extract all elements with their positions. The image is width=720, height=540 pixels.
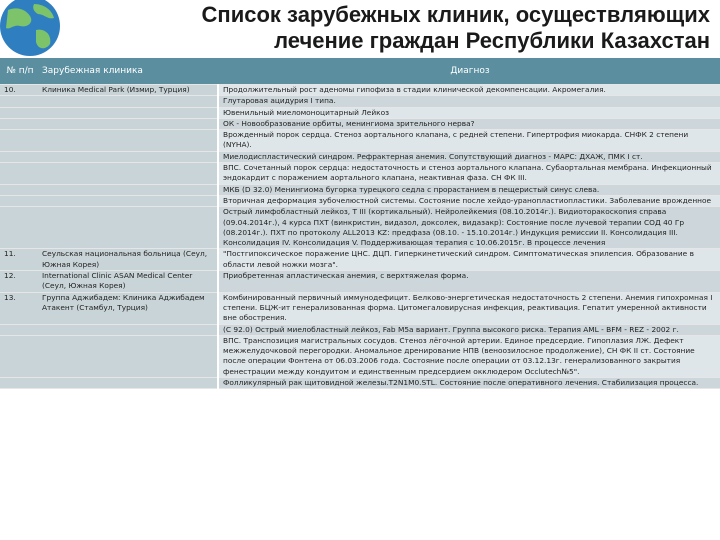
row-number <box>0 118 38 129</box>
diagnosis-text: Приобретенная апластическая анемия, с верхтяжелая форма. <box>218 271 720 293</box>
diagnosis-text: (C 92.0) Острый миелобластный лейкоз, Fab M5a вариант. Группа высокого риска. Терапия AML - BFM - REZ - 2002 г. <box>218 324 720 335</box>
table-row <box>0 163 720 185</box>
diagnosis-text: Миелодиспластический синдром. Рефрактерная анемия. Сопутствующий диагноз - МАРС: ДХАЖ, ПМК I ст. <box>218 151 720 162</box>
clinic-name: Клиника Medical Park (Измир, Турция) <box>38 85 218 96</box>
title-line-1: Список зарубежных клиник, осуществляющих <box>201 2 710 27</box>
globe-icon <box>0 0 66 58</box>
row-number <box>0 151 38 162</box>
row-number <box>0 107 38 118</box>
title-line-2: лечение граждан Республики Казахстан <box>274 28 710 53</box>
table-row <box>0 195 720 206</box>
table-row <box>0 96 720 107</box>
clinic-name <box>38 324 218 335</box>
clinic-name <box>38 195 218 206</box>
diagnosis-text: МКБ (D 32.0) Менингиома бугорка турецкого седла с прорастанием в пещеристый синус слева. <box>218 184 720 195</box>
table-row <box>0 207 720 249</box>
clinic-name <box>38 107 218 118</box>
diagnosis-text: Врожденный порок сердца. Стеноз аортального клапана, с редней степени. Гипертрофия миокарда. СНФК 2 степени (NYHA). <box>218 130 720 152</box>
row-number <box>0 184 38 195</box>
row-number: 13. <box>0 292 38 324</box>
diagnosis-text: Глутаровая ацидурия I типа. <box>218 96 720 107</box>
clinic-name <box>38 130 218 152</box>
row-number <box>0 130 38 152</box>
clinic-name <box>38 378 218 389</box>
diagnosis-text: Продолжительный рост аденомы гипофиза в стадии клинической декомпенсации. Акромегалия. <box>218 85 720 96</box>
table-row <box>0 324 720 335</box>
row-number <box>0 96 38 107</box>
diagnosis-text: ВПС. Транспозиция магистральных сосудов. Стеноз лёгочной артерии. Единое предсердие. Гипоплазия ЛЖ. Дефект межжелудочковой перегородки. Аномальное дренирование НПВ (веноозилосное продолжение), СН ФК II ст. Состояние после операции Фонтена от 06.03.2006 года. Состояние после операции от 03.12.13г. генерализованного закрытия фенестрации между кондуитом и единственным предсердием окклюдером Occlutech№5". <box>218 335 720 377</box>
row-number: 12. <box>0 271 38 293</box>
diagnosis-text: ВПС. Сочетанный порок сердца: недостаточность и стеноз аортального клапана. Субаортальная мембрана. Инфекционный эндокардит с поражением аортального клапана, неактивная фаза. СН ФК III. <box>218 163 720 185</box>
table-row <box>0 151 720 162</box>
col-header-number: № п/п <box>0 58 38 85</box>
table-row <box>0 271 720 293</box>
clinics-table <box>0 58 720 389</box>
table-row <box>0 118 720 129</box>
table-row <box>0 85 720 96</box>
row-number <box>0 378 38 389</box>
row-number: 10. <box>0 85 38 96</box>
row-number <box>0 207 38 249</box>
diagnosis-text: ОК - Новообразование орбиты, менингиома зрительного нерва? <box>218 118 720 129</box>
table-row <box>0 107 720 118</box>
clinic-name <box>38 118 218 129</box>
row-number: 11. <box>0 249 38 271</box>
table-row <box>0 184 720 195</box>
clinic-name <box>38 96 218 107</box>
col-header-diagnosis: Диагноз <box>218 58 720 85</box>
page-title <box>150 2 710 54</box>
table-row <box>0 292 720 324</box>
row-number <box>0 335 38 377</box>
clinic-name <box>38 184 218 195</box>
diagnosis-text: Вторичная деформация зубочелюстной системы. Состояние после хейдо-уранопластиопластики. Заболевание врожденное <box>218 195 720 206</box>
col-header-clinic: Зарубежная клиника <box>38 58 218 85</box>
table-row <box>0 249 720 271</box>
row-number <box>0 324 38 335</box>
diagnosis-text: Ювенильный миеломоноцитарный Лейкоз <box>218 107 720 118</box>
table-header-row <box>0 58 720 85</box>
clinic-name <box>38 335 218 377</box>
diagnosis-text: "Постгипоксическое поражение ЦНС. ДЦП. Гиперкинетический синдром. Симптоматическая эпилепсия. Образование в области левой ножки мозга". <box>218 249 720 271</box>
clinic-name <box>38 163 218 185</box>
clinic-name <box>38 151 218 162</box>
diagnosis-text: Фолликулярный рак щитовидной железы.T2N1M0.STL. Состояние после оперативного лечения. Стабилизация процесса. <box>218 378 720 389</box>
clinic-name: Сеульская национальная больница (Сеул, Южная Корея) <box>38 249 218 271</box>
diagnosis-text: Острый лимфобластный лейкоз, T III (кортикальный). Нейролейкемия (08.10.2014г.). Видиоторакоскопия справа (09.04.2014г.), 4 курса ПХТ (винкристин, видазол, доксолек, видазакр): Состояние после лучевой терапии СОД 40 Гр (08.2014г.). ПХТ по протоколу ALL2013 KZ: предфаза (08.10. - 15.10.2014г.) Индукция ремиссии II. Консолидация III. Консолидация IV. Консолидация V. Поддерживающая терапия с 10.06.2015г. В процессе лечения <box>218 207 720 249</box>
table-row <box>0 335 720 377</box>
diagnosis-text: Комбинированный первичный иммунодефицит. Белково-энергетическая недостаточность 2 степени. Анемия гипохромная I степени. БЦЖ-ит генерализованная форма. Цитомегаловирусная инфекция, реактивация. Гепатит умеренной активности вне обострения. <box>218 292 720 324</box>
table-row <box>0 378 720 389</box>
row-number <box>0 163 38 185</box>
clinic-name <box>38 207 218 249</box>
clinic-name: Группа Аджибадем: Клиника Аджибадем Атакент (Стамбул, Турция) <box>38 292 218 324</box>
clinic-name: International Clinic ASAN Medical Center (Сеул, Южная Корея) <box>38 271 218 293</box>
row-number <box>0 195 38 206</box>
table-row <box>0 130 720 152</box>
